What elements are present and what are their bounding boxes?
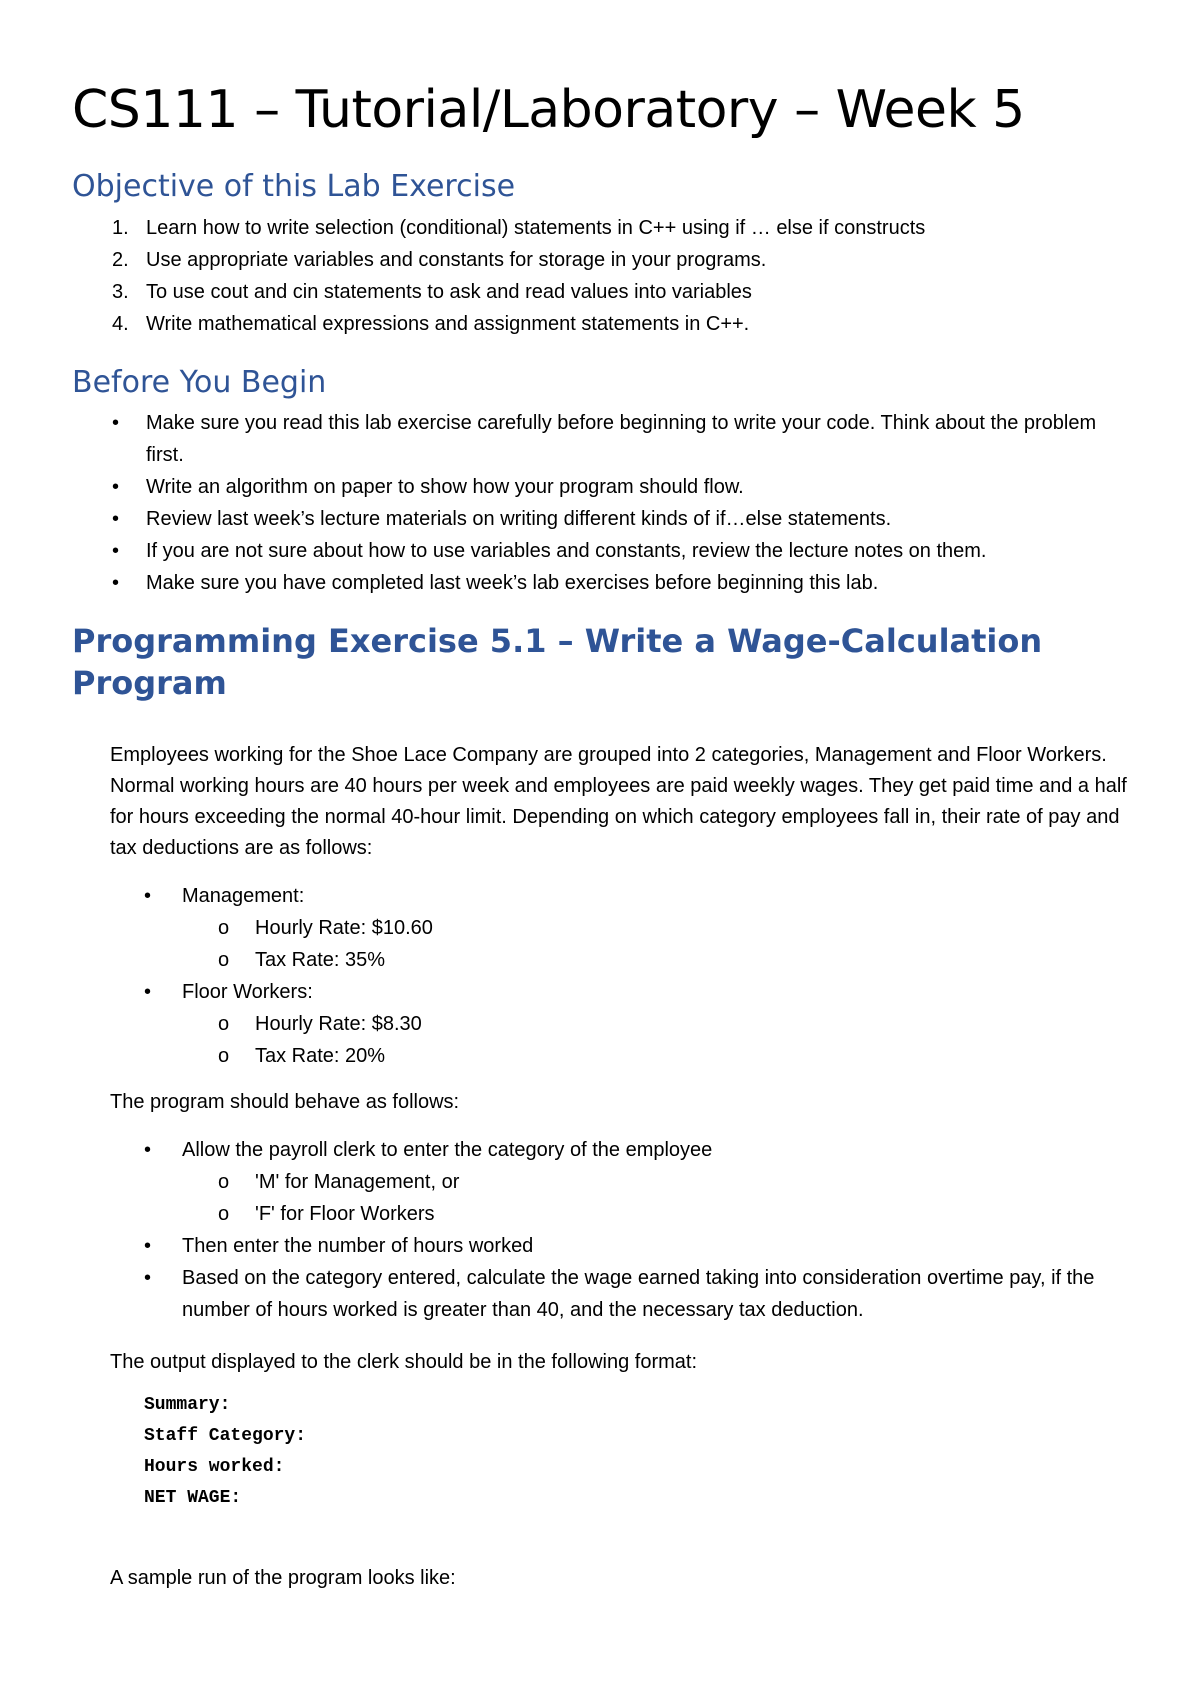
circle-bullet-icon: o [218,1013,230,1035]
list-item-text: To use cout and cin statements to ask and read values into variables [146,281,752,303]
bullet-icon: • [144,885,152,907]
bullet-icon: • [144,1235,152,1257]
category-detail [110,1008,1140,1040]
list-item-text: Write mathematical expressions and assignment statements in C++. [146,313,750,335]
category-list [110,880,1140,1072]
code-line: NET WAGE: [144,1488,242,1508]
circle-bullet-icon: o [218,1045,230,1067]
list-item [110,1262,1140,1326]
list-item [72,567,1132,599]
list-item-text: Allow the payroll clerk to enter the category of the employee [182,1139,713,1161]
detail-text: Tax Rate: 35% [255,949,386,971]
category-item [110,976,1140,1008]
category-detail [110,1040,1140,1072]
list-item-text: Make sure you read this lab exercise carefully before beginning to write your code. Think about the problem first. [146,412,1097,466]
list-subitem [110,1166,1140,1198]
list-item [110,1230,1140,1262]
subitem-text: 'F' for Floor Workers [255,1203,435,1225]
list-item [72,212,1132,244]
list-item-text: Learn how to write selection (conditional) statements in C++ using if … else if constructs [146,217,926,239]
list-item-text: Make sure you have completed last week’s lab exercises before beginning this lab. [146,572,879,594]
exercise-heading: Programming Exercise 5.1 – Write a Wage-Calculation Program [72,622,1043,702]
list-item [72,276,1132,308]
list-item-text: Based on the category entered, calculate the wage earned taking into consideration overtime pay, if the number of hours worked is greater than 40, and the necessary tax deduction. [182,1267,1095,1321]
bullet-icon: • [112,412,120,434]
behave-list [110,1134,1140,1326]
exercise-intro: Employees working for the Shoe Lace Company are grouped into 2 categories, Management and Floor Workers. Normal working hours are 40 hours per week and employees are paid weekly wages. They get paid time and a half for hours exceeding the normal 40-hour limit. Depending on which category employees fall in, their rate of pay and tax deductions are as follows: [110,744,1127,859]
bullet-icon: • [112,572,120,594]
output-format-block [144,1390,306,1514]
detail-text: Hourly Rate: $10.60 [255,917,433,939]
page-title: CS111 – Tutorial/Laboratory – Week 5 [72,80,1025,140]
bullet-icon: • [144,1267,152,1289]
list-item-text: Use appropriate variables and constants for storage in your programs. [146,249,767,271]
bullet-icon: • [112,508,120,530]
list-item [72,503,1132,535]
circle-bullet-icon: o [218,1171,230,1193]
list-number: 1. [112,217,129,239]
list-item [72,244,1132,276]
category-name: Management: [182,885,305,907]
output-intro: The output displayed to the clerk should be in the following format: [110,1351,698,1373]
list-item [72,308,1132,340]
subitem-text: 'M' for Management, or [255,1171,460,1193]
bullet-icon: • [112,540,120,562]
list-item-text: Review last week’s lecture materials on writing different kinds of if…else statements. [146,508,892,530]
list-item [72,407,1132,471]
behave-intro: The program should behave as follows: [110,1091,460,1113]
circle-bullet-icon: o [218,917,230,939]
list-number: 3. [112,281,129,303]
list-item-text: Then enter the number of hours worked [182,1235,534,1257]
detail-text: Hourly Rate: $8.30 [255,1013,422,1035]
list-item [72,535,1132,567]
category-item [110,880,1140,912]
detail-text: Tax Rate: 20% [255,1045,386,1067]
code-line: Hours worked: [144,1457,285,1477]
category-detail [110,944,1140,976]
list-item [72,471,1132,503]
code-line: Summary: [144,1395,231,1415]
objective-list [72,212,1132,340]
bullet-icon: • [144,981,152,1003]
before-list [72,407,1132,599]
list-item-text: If you are not sure about how to use variables and constants, review the lecture notes on them. [146,540,987,562]
circle-bullet-icon: o [218,949,230,971]
list-subitem [110,1198,1140,1230]
category-name: Floor Workers: [182,981,313,1003]
list-item-text: Write an algorithm on paper to show how your program should flow. [146,476,744,498]
before-heading: Before You Begin [72,365,327,400]
list-item [110,1134,1140,1166]
circle-bullet-icon: o [218,1203,230,1225]
objective-heading: Objective of this Lab Exercise [72,169,516,204]
list-number: 2. [112,249,129,271]
bullet-icon: • [144,1139,152,1161]
bullet-icon: • [112,476,120,498]
code-line: Staff Category: [144,1426,307,1446]
sample-run-intro: A sample run of the program looks like: [110,1567,456,1589]
category-detail [110,912,1140,944]
list-number: 4. [112,313,129,335]
